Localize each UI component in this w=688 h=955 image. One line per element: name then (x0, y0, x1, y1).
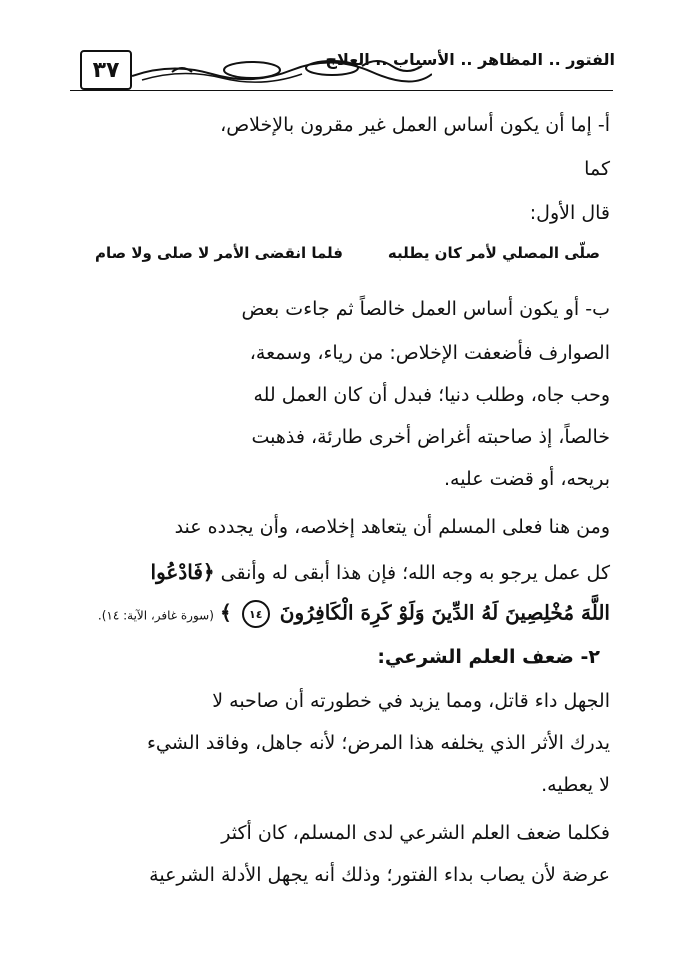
text-line: ومن هنا فعلى المسلم أن يتعاهد إخلاصه، وأن يجدده عند (174, 516, 610, 538)
header-rule (70, 90, 613, 91)
text-line: قال الأول: (529, 202, 610, 224)
section-heading: ٢- ضعف العلم الشرعي: (377, 646, 600, 668)
text-line: فكلما ضعف العلم الشرعي لدى المسلم، كان أكثر (221, 822, 610, 844)
text-line: كما (584, 158, 610, 180)
page-number: ٣٧ (80, 50, 132, 90)
text-line: خالصاً، إذ صاحبته أغراض أخرى طارئة، فذهبت (251, 426, 610, 448)
running-title: الفتور .. المظاهر .. الأسباب .. العلاج (325, 50, 615, 69)
quran-verse-close: ﴾ (219, 600, 232, 625)
text-line: وحب جاه، وطلب دنيا؛ فبدل أن كان العمل لله (253, 384, 610, 406)
text-line: أ- إما أن يكون أساس العمل غير مقرون بالإخلاص، (220, 114, 610, 136)
text-line-with-verse (151, 560, 610, 584)
quran-verse-line (98, 600, 610, 628)
text-line: ب- أو يكون أساس العمل خالصاً ثم جاءت بعض (241, 298, 610, 320)
text-line: لا يعطيه. (541, 774, 610, 796)
quran-verse: اللَّهَ مُخْلِصِينَ لَهُ الدِّينَ وَلَوْ كَرِهَ الْكَافِرُونَ (279, 600, 610, 625)
text-fragment: كل عمل يرجو به وجه الله؛ فإن هذا أبقى له وأنقى (220, 562, 610, 584)
text-line: الصوارف فأضعفت الإخلاص: من رياء، وسمعة، (249, 342, 610, 364)
verse-reference: (سورة غافر، الآية: ١٤). (97, 608, 214, 623)
ayah-number-mark: ١٤ (242, 600, 270, 628)
text-line: يدرك الأثر الذي يخلفه هذا المرض؛ لأنه جاهل، وفاقد الشيء (147, 732, 610, 754)
page-header (70, 40, 615, 90)
text-line: عرضة لأن يصاب بداء الفتور؛ وذلك أنه يجهل الأدلة الشرعية (149, 864, 610, 886)
poem-hemistich-right: صلّى المصلي لأمر كان يطلبه (387, 244, 600, 262)
text-line: بريحه، أو قضت عليه. (443, 468, 610, 490)
quran-verse-start: ﴿فَادْعُوا (150, 560, 215, 584)
poem-hemistich-left: فلما انقضى الأمر لا صلى ولا صام (95, 244, 343, 262)
text-line: الجهل داء قاتل، ومما يزيد في خطورته أن صاحبه لا (212, 690, 610, 712)
